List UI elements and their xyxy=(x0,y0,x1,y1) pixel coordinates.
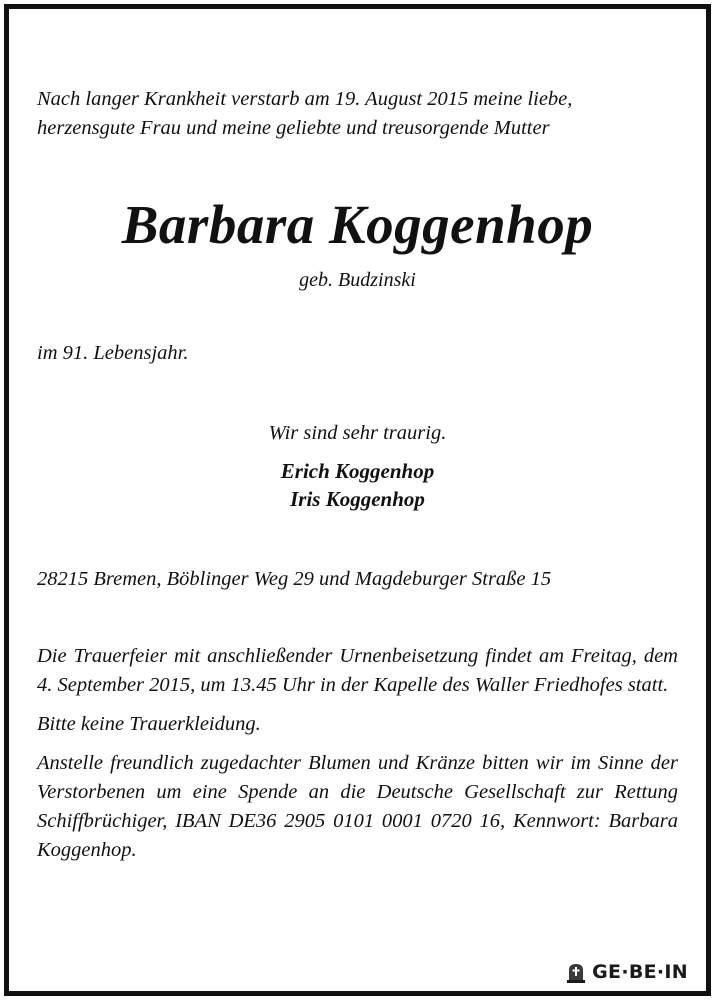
sadness-line: Wir sind sehr traurig. xyxy=(268,422,447,444)
mourner-name: Erich Koggenhop xyxy=(280,459,435,483)
gebein-logo xyxy=(561,959,688,985)
age-line: im 91. Lebensjahr. xyxy=(37,342,189,364)
intro-line-1: Nach langer Krankheit verstarb am 19. August 2015 meine liebe, xyxy=(37,88,573,110)
attire-note: Bitte keine Trauerkleidung. xyxy=(37,713,261,735)
mourner-name: Iris Koggenhop xyxy=(290,487,425,511)
intro-text xyxy=(37,85,678,143)
intro-line-2: herzensgute Frau und meine geliebte und treusorgende Mutter xyxy=(37,117,550,139)
gravestone-icon xyxy=(565,961,587,983)
ceremony-paragraph: Die Trauerfeier mit anschließender Urnenbeisetzung findet am Freitag, dem 4. September 2015, um 13.45 Uhr in der Kapelle des Waller Friedhofes statt. xyxy=(37,645,678,696)
obituary-frame xyxy=(4,4,711,996)
obituary-content xyxy=(37,85,678,865)
mourners-list xyxy=(37,457,678,513)
maiden-name: geb. Budzinski xyxy=(299,269,416,291)
logo-text: GE·BE·IN xyxy=(592,961,688,983)
donation-paragraph: Anstelle freundlich zugedachter Blumen und Kränze bitten wir im Sinne der Verstorbenen um eine Spende an die Deutsche Gesellschaft zur Rettung Schiffbrüchiger, IBAN DE36 2905 0101 0001 0720 16, Kennwort: Barbara Koggenhop. xyxy=(37,752,678,861)
address-line: 28215 Bremen, Böblinger Weg 29 und Magdeburger Straße 15 xyxy=(37,568,552,590)
deceased-name: Barbara Koggenhop xyxy=(121,194,594,255)
